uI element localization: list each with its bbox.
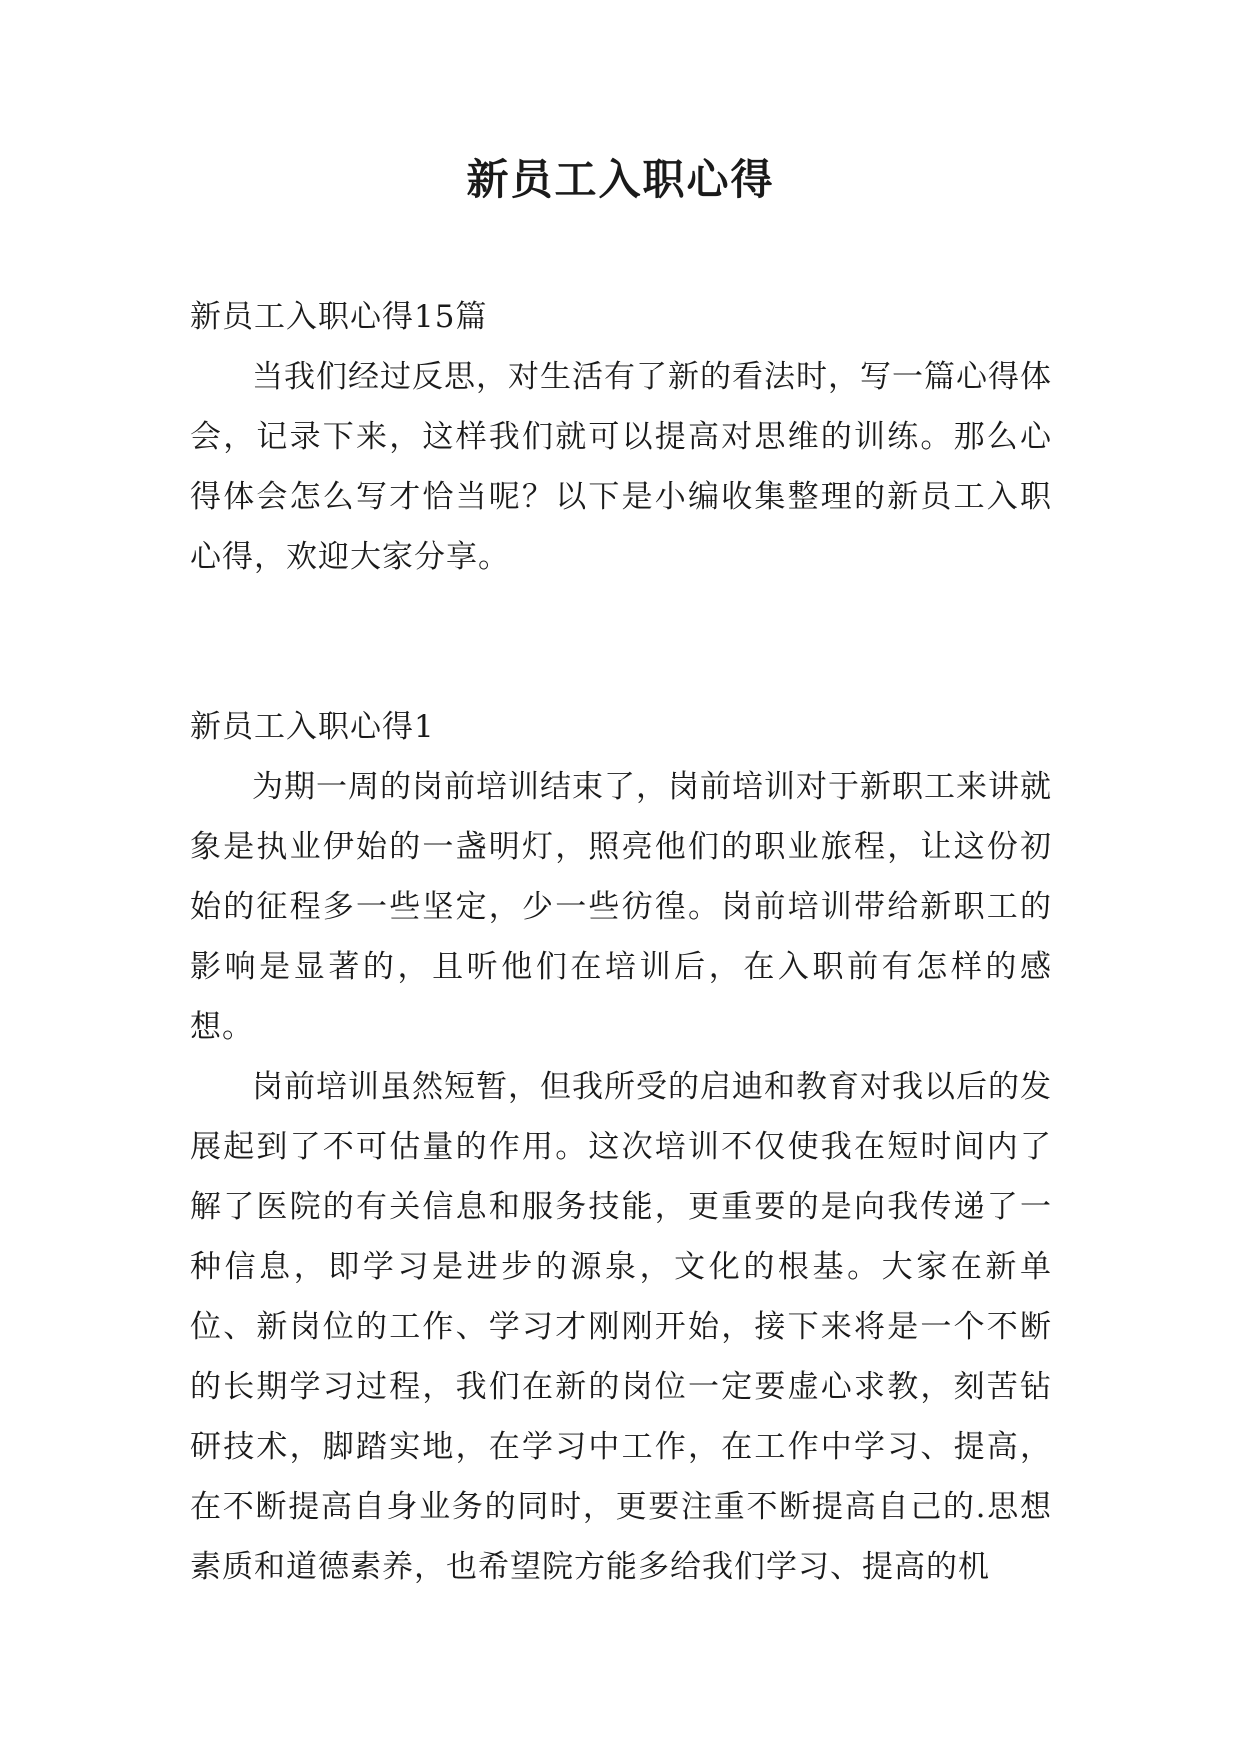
- section-paragraph: 为期一周的岗前培训结束了，岗前培训对于新职工来讲就象是执业伊始的一盏明灯，照亮他们的职业旅程，让这份初始的征程多一些坚定，少一些彷徨。岗前培训带给新职工的影响是显著的，且听他们在培训后，在入职前有怎样的感想。: [190, 769, 1052, 1045]
- intro-body: [190, 347, 1052, 587]
- section-paragraph: 岗前培训虽然短暂，但我所受的启迪和教育对我以后的发展起到了不可估量的作用。这次培训不仅使我在短时间内了解了医院的有关信息和服务技能，更重要的是向我传递了一种信息，即学习是进步的源泉，文化的根基。大家在新单位、新岗位的工作、学习才刚刚开始，接下来将是一个不断的长期学习过程，我们在新的岗位一定要虚心求教，刻苦钻研技术，脚踏实地，在学习中工作，在工作中学习、提高，在不断提高自身业务的同时，更要注重不断提高自己的.思想素质和道德素养，也希望院方能多给我们学习、提高的机: [190, 1069, 1052, 1585]
- section-heading: 新员工入职心得1: [190, 709, 435, 745]
- intro-heading: 新员工入职心得15篇: [190, 299, 488, 335]
- document-title: 新员工入职心得: [466, 155, 775, 204]
- section-body: [190, 757, 1052, 1597]
- intro-paragraph: 当我们经过反思，对生活有了新的看法时，写一篇心得体会，记录下来，这样我们就可以提高对思维的训练。那么心得体会怎么写才恰当呢？以下是小编收集整理的新员工入职心得，欢迎大家分享。: [190, 359, 1052, 575]
